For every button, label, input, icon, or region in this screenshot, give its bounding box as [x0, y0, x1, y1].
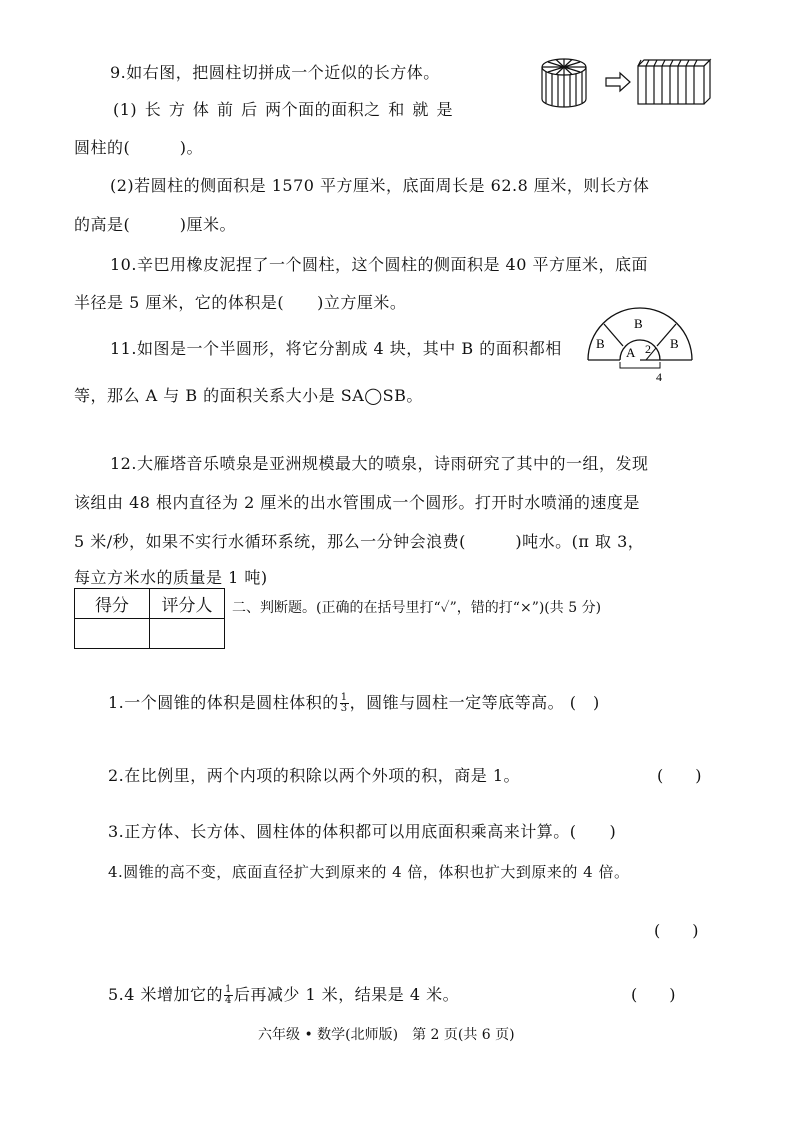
- q10-line2: 半径是 5 厘米，它的体积是( )立方厘米。: [74, 293, 407, 312]
- q9-part2-line1: (2)若圆柱的侧面积是 1570 平方厘米，底面周长是 62.8 厘米，则长方体: [110, 176, 650, 195]
- judge-item-1: [108, 690, 600, 714]
- judge-2-answer-paren[interactable]: ( ): [657, 766, 702, 785]
- fraction-numerator: 1: [225, 984, 232, 995]
- section2-title: 二、判断题。(正确的在括号里打“✓”，错的打“×”)(共 5 分): [232, 600, 602, 616]
- fraction-denominator: 4: [225, 995, 232, 1006]
- judge-5-text-pre: 5.4 米增加它的: [108, 985, 224, 1004]
- page-footer: 六年级 • 数学(北师版) 第 2 页(共 6 页): [258, 1027, 515, 1043]
- semicircle-label-width: 4: [656, 370, 662, 384]
- q12-line2: 该组由 48 根内直径为 2 厘米的出水管围成一个圆形。打开时水喷涌的速度是: [74, 493, 640, 512]
- judge-1-text-post: ，圆锥与圆柱一定等底等高。 ( ): [349, 693, 600, 712]
- q9-intro: 9.如右图，把圆柱切拼成一个近似的长方体。: [110, 63, 440, 82]
- score-table: [74, 588, 225, 649]
- judge-5-text-post: 后再减少 1 米，结果是 4 米。: [233, 985, 460, 1004]
- cuboid-figure: [638, 60, 710, 104]
- q11-line2: 等，那么 A 与 B 的面积关系大小是 SA◯SB。: [74, 386, 423, 405]
- q9-part1-line1: (1) 长 方 体 前 后 两个面的面积之 和 就 是: [113, 100, 453, 119]
- fraction-denominator: 3: [340, 703, 348, 714]
- grader-cell[interactable]: [150, 619, 225, 649]
- q9-part2-line2: 的高是( )厘米。: [74, 215, 236, 234]
- semicircle-label-b-right: B: [670, 336, 679, 351]
- q11-line1: 11.如图是一个半圆形，将它分割成 4 块，其中 B 的面积都相: [110, 339, 562, 358]
- judge-5-answer-paren[interactable]: ( ): [631, 985, 676, 1004]
- q12-line3: 5 米/秒，如果不实行水循环系统，那么一分钟会浪费( )吨水。(π 取 3，: [74, 532, 645, 551]
- judge-item-2: 2.在比例里，两个内项的积除以两个外项的积，商是 1。: [108, 766, 521, 785]
- score-header: 得分: [75, 589, 150, 619]
- judge-4-answer-paren[interactable]: ( ): [654, 921, 699, 940]
- q10-line1: 10.辛巴用橡皮泥捏了一个圆柱，这个圆柱的侧面积是 40 平方厘米，底面: [110, 255, 648, 274]
- q12-line1: 12.大雁塔音乐喷泉是亚洲规模最大的喷泉，诗雨研究了其中的一组，发现: [110, 454, 649, 473]
- cylinder-figure: [542, 59, 586, 107]
- arrow-right-icon: [606, 73, 630, 91]
- semicircle-figure: [584, 304, 696, 384]
- judge-item-3: 3.正方体、长方体、圆柱体的体积都可以用底面积乘高来计算。( ): [108, 822, 617, 841]
- judge-item-5: [108, 982, 459, 1006]
- semicircle-label-b-left: B: [596, 336, 605, 351]
- fraction-numerator: 1: [340, 692, 348, 703]
- score-cell[interactable]: [75, 619, 150, 649]
- judge-item-4: 4.圆锥的高不变，底面直径扩大到原来的 4 倍，体积也扩大到原来的 4 倍。: [108, 863, 630, 881]
- semicircle-label-radius: 2: [645, 342, 651, 356]
- cylinder-to-cuboid-figure: [536, 54, 716, 112]
- q9-part1-line2: 圆柱的( )。: [74, 138, 203, 157]
- judge-1-text-pre: 1.一个圆锥的体积是圆柱体积的: [108, 693, 339, 712]
- semicircle-label-b-top: B: [634, 316, 643, 331]
- q12-line4: 每立方米水的质量是 1 吨): [74, 568, 268, 587]
- fraction-one-quarter: [224, 985, 233, 1006]
- semicircle-label-a: A: [626, 345, 636, 360]
- fraction-one-third: [340, 693, 349, 714]
- grader-header: 评分人: [150, 589, 225, 619]
